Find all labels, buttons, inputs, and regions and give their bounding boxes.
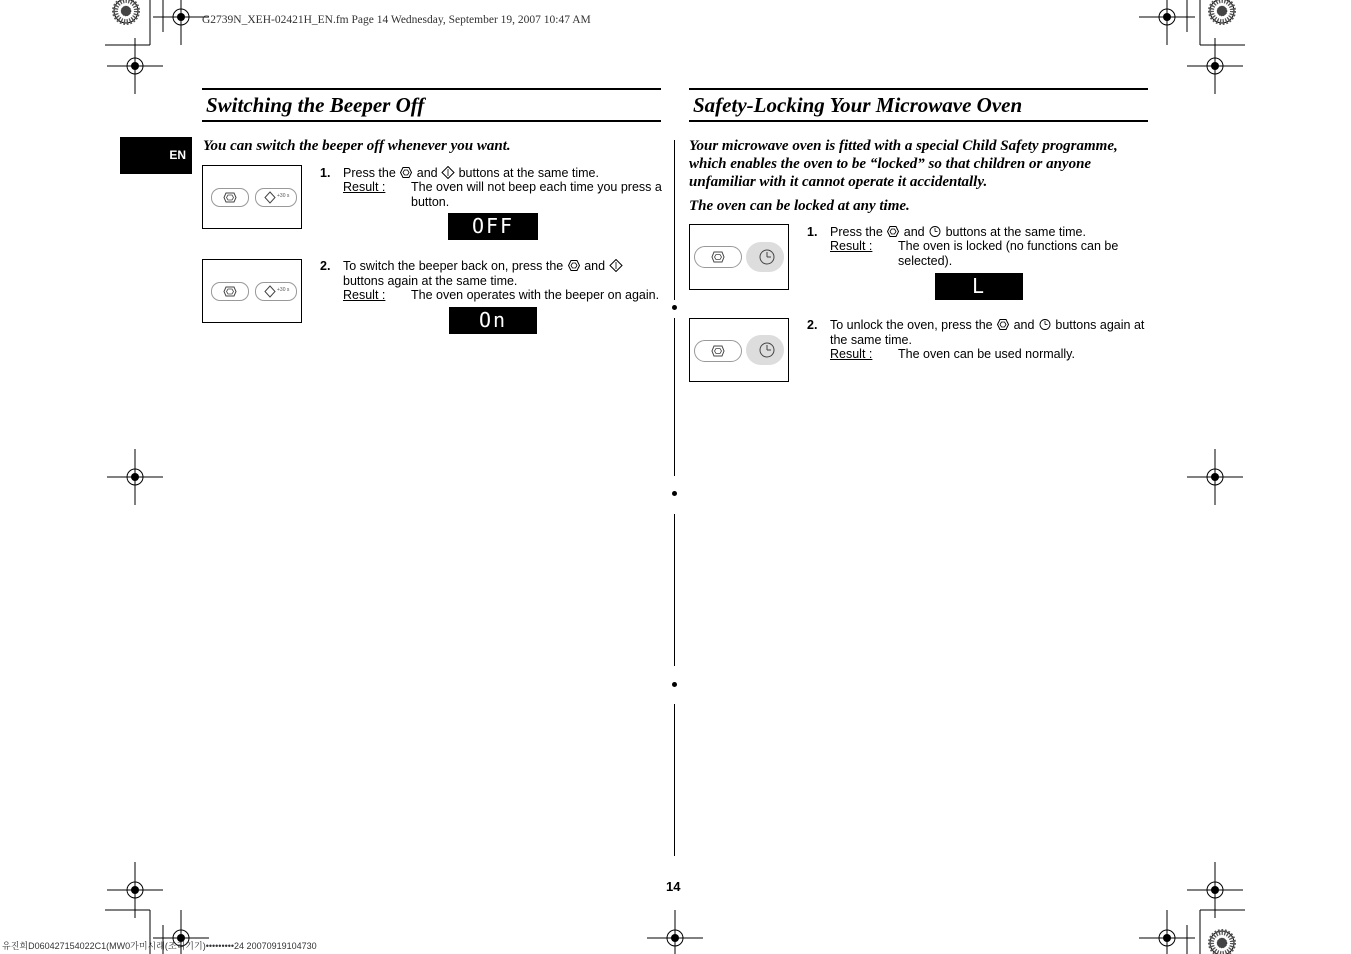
panel-label: +30 s	[277, 193, 290, 199]
result-label: Result :	[343, 180, 386, 194]
start-button-illustration	[255, 282, 297, 301]
result-label: Result :	[343, 288, 386, 302]
stop-button-illustration	[211, 282, 249, 301]
step-number: 2.	[320, 259, 331, 273]
stop-icon	[996, 318, 1010, 331]
stop-button-illustration	[211, 188, 249, 207]
stop-button-illustration	[694, 340, 742, 362]
safety-intro: Your microwave oven is fitted with a special Child Safety programme, which enables the oven to be “locked” so that children or anyone unfamiliar with it cannot operate it accidentally.	[689, 138, 1118, 190]
result-text: The oven is locked (no functions can be selected).	[898, 239, 1119, 268]
result-label: Result :	[830, 239, 873, 253]
display-readout: On	[449, 307, 537, 334]
column-divider	[674, 140, 675, 300]
result-text: The oven will not beep each time you press a button.	[411, 180, 662, 209]
column-divider	[674, 704, 675, 856]
file-header: G2739N_XEH-02421H_EN.fm Page 14 Wednesday, September 19, 2007 10:47 AM	[202, 14, 591, 26]
stop-button-illustration	[694, 246, 742, 268]
clock-icon	[928, 225, 942, 238]
language-tab: EN	[120, 137, 192, 174]
stop-icon	[695, 247, 741, 267]
stop-icon	[567, 259, 581, 272]
stop-icon	[886, 225, 900, 238]
column-divider	[674, 514, 675, 666]
start-button-illustration	[255, 188, 297, 207]
display-readout: L	[935, 273, 1023, 300]
result-text: The oven can be used normally.	[898, 347, 1075, 361]
beeper-step-2	[320, 259, 665, 307]
control-panel-illustration	[202, 165, 302, 229]
result-label: Result :	[830, 347, 873, 361]
display-readout: OFF	[448, 213, 538, 240]
clock-button-illustration	[746, 335, 784, 365]
step-text: To unlock the oven, press the and buttons again at the same time.	[830, 318, 1145, 347]
beeper-intro: You can switch the beeper off whenever you want.	[203, 138, 511, 154]
beeper-step-1	[320, 166, 665, 210]
safety-intro-2: The oven can be locked at any time.	[689, 198, 910, 214]
divider-dot	[672, 305, 677, 310]
section-title-beeper	[202, 88, 661, 122]
clock-icon	[746, 242, 784, 272]
result-text: The oven operates with the beeper on again.	[411, 288, 660, 302]
print-code: 유진희D060427154022C1(MW0가미시래(조리기기)•••••••••24 20070919104730	[2, 941, 317, 951]
page-number: 14	[666, 879, 681, 894]
start-icon	[441, 166, 455, 179]
start-icon	[262, 189, 278, 206]
page-title: Switching the Beeper Off	[206, 93, 425, 117]
stop-icon	[212, 283, 248, 300]
safety-step-2	[807, 318, 1147, 366]
safety-step-1	[807, 225, 1147, 269]
step-number: 1.	[320, 166, 331, 180]
stop-icon	[695, 341, 741, 361]
step-number: 1.	[807, 225, 818, 239]
divider-dot	[672, 682, 677, 687]
clock-button-illustration	[746, 242, 784, 272]
step-number: 2.	[807, 318, 818, 332]
control-panel-illustration	[689, 318, 789, 382]
control-panel-illustration	[689, 224, 789, 290]
step-text: Press the and buttons at the same time.	[830, 225, 1086, 239]
control-panel-illustration	[202, 259, 302, 323]
column-divider	[674, 318, 675, 476]
stop-icon	[399, 166, 413, 179]
divider-dot	[672, 491, 677, 496]
panel-label: +30 s	[277, 287, 290, 293]
clock-icon	[746, 335, 784, 365]
clock-icon	[1038, 318, 1052, 331]
section-title: Safety-Locking Your Microwave Oven	[693, 93, 1023, 117]
start-icon	[262, 283, 278, 300]
stop-icon	[212, 189, 248, 206]
start-icon	[609, 259, 623, 272]
step-text: Press the and buttons at the same time.	[343, 166, 599, 180]
step-text: To switch the beeper back on, press the and buttons again at the same time.	[343, 259, 665, 288]
section-title-safety-lock	[689, 88, 1148, 122]
